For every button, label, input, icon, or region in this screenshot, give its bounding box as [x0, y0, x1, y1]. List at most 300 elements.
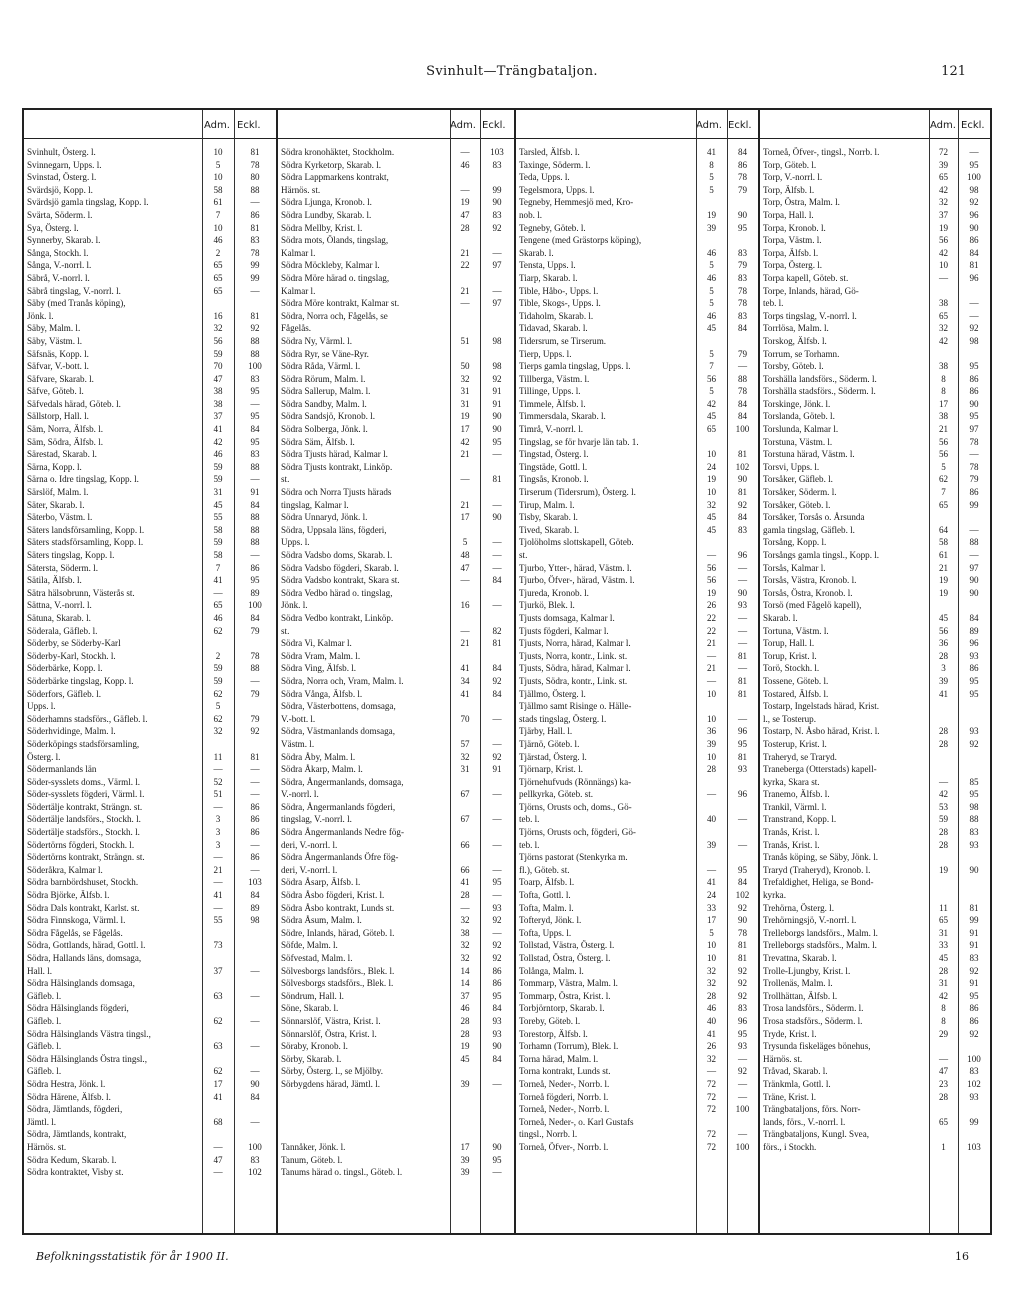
table-row — [24, 914, 276, 927]
eckl-number: 80 — [250, 172, 260, 183]
place-name: Torps tingslag, V.-norrl. l. — [763, 310, 857, 321]
table-row — [760, 738, 990, 751]
adm-number: 10 — [213, 222, 223, 233]
place-name: Södra Vadsbo fögderi, Skarab. l. — [281, 562, 399, 573]
eckl-number: 81 — [737, 688, 748, 699]
place-name: Svärta, Söderm. l. — [27, 209, 93, 220]
place-name: pellkyrka, Göteb. st. — [519, 789, 593, 800]
adm-number: 31 — [213, 487, 223, 498]
table-row — [24, 864, 276, 877]
eckl-number: 92 — [492, 675, 502, 686]
place-name: Sölvesborgs landsförs., Blek. l. — [281, 965, 395, 976]
table-row — [24, 952, 276, 965]
place-name: Torpa, Hall. l. — [763, 209, 814, 220]
table-row — [278, 1040, 514, 1053]
adm-number: 59 — [213, 537, 223, 548]
place-name: Timmele, Älfsb. l. — [519, 398, 586, 409]
adm-number: 42 — [938, 247, 949, 258]
table-row — [760, 662, 990, 675]
eckl-number: 97 — [969, 424, 979, 435]
table-row — [516, 599, 758, 612]
place-name: Södra Björke, Älfsb. l. — [27, 890, 110, 901]
place-name: Svinhult, Österg. l. — [27, 147, 96, 157]
eckl-number: 83 — [737, 1003, 748, 1014]
eckl-number: 93 — [969, 1091, 979, 1102]
adm-number: 5 — [709, 260, 714, 271]
table-row — [760, 851, 990, 864]
place-name: Södra kontraktet, Visby st. — [27, 1167, 124, 1178]
eckl-number: 83 — [737, 310, 748, 321]
eckl-number: 84 — [492, 1003, 502, 1014]
place-name: Säterbo, Västm. l. — [27, 512, 93, 523]
adm-number: 59 — [213, 348, 223, 359]
adm-number: 10 — [213, 147, 223, 157]
table-column-1 — [24, 110, 276, 1233]
place-name: Tjällmo, Österg. l. — [519, 688, 586, 699]
table-row — [278, 184, 514, 197]
table-row — [760, 650, 990, 663]
eckl-number: 90 — [969, 398, 979, 409]
adm-header: Adm. — [204, 120, 230, 131]
place-name: Torsång, Kopp. l. — [763, 537, 827, 548]
place-name: Torskog, Älfsb. l. — [763, 335, 827, 346]
table-row — [24, 738, 276, 751]
place-name: V.-bott. l. — [281, 713, 316, 724]
column-header — [278, 110, 514, 139]
place-name: Tommarp, Östra, Krist. l. — [519, 990, 611, 1001]
table-row — [760, 939, 990, 952]
place-name: Härnös. st. — [27, 1141, 67, 1152]
adm-number: 32 — [460, 915, 470, 926]
column-rows — [760, 146, 990, 1154]
place-name: Södra Åsum, Malm. l. — [281, 915, 362, 926]
place-name: Säm, Södra, Älfsb. l. — [27, 436, 104, 447]
table-row — [278, 851, 514, 864]
place-name: Toarp, Älfsb. l. — [519, 877, 575, 888]
table-row — [24, 222, 276, 235]
table-row — [278, 499, 514, 512]
table-row — [24, 511, 276, 524]
table-row — [24, 423, 276, 436]
eckl-number: — — [250, 789, 260, 800]
table-row — [24, 461, 276, 474]
table-row — [278, 826, 514, 839]
place-name: Tegneby, Hemmesjö med, Kro- — [519, 197, 634, 208]
page-number: 121 — [941, 64, 966, 79]
place-name: Torneå, Öfver-, Norrb. l. — [519, 1141, 609, 1152]
table-row — [278, 914, 514, 927]
adm-number: — — [706, 789, 717, 800]
place-name: Tjörnehufvuds (Rönnängs) ka- — [519, 776, 632, 787]
adm-number: 41 — [706, 877, 717, 888]
eckl-number: 96 — [969, 638, 979, 649]
place-name: Tjusts, Norra, härad, Kalmar l. — [519, 638, 631, 649]
place-name: Tengene (med Grästorps köping), — [519, 235, 642, 246]
place-name: Södra Vram, Malm. l. — [281, 650, 361, 661]
table-row — [24, 562, 276, 575]
table-row — [516, 700, 758, 713]
place-name: Säfvar, V.-bott. l. — [27, 361, 89, 372]
adm-number: 46 — [706, 247, 717, 258]
place-name: Södra Åsarp, Älfsb. l. — [281, 877, 361, 888]
eckl-number: 96 — [969, 209, 979, 220]
eckl-number: 86 — [969, 1015, 979, 1026]
table-row — [516, 398, 758, 411]
place-name: Södra Härene, Älfsb. l. — [27, 1091, 111, 1102]
place-name: fl.), Göteb. st. — [519, 864, 570, 875]
table-row — [278, 675, 514, 688]
adm-number: 24 — [706, 890, 717, 901]
adm-number: — — [213, 1141, 223, 1152]
adm-number: 31 — [938, 927, 949, 938]
place-name: Tjusts fögderi, Kalmar l. — [519, 625, 609, 636]
table-row — [278, 436, 514, 449]
place-name: Säter, Skarab. l. — [27, 499, 85, 510]
place-name: Södra Åby, Malm. l. — [281, 751, 356, 762]
place-name: stads tingslag, Österg. l. — [519, 713, 607, 724]
adm-number: 45 — [213, 499, 223, 510]
place-name: Sya, Österg. l. — [27, 222, 79, 233]
place-name: Sättna, V.-norrl. l. — [27, 600, 92, 611]
table-row — [278, 574, 514, 587]
eckl-number: — — [737, 1129, 748, 1140]
table-row — [24, 889, 276, 902]
table-row — [516, 612, 758, 625]
place-name: Torö, Stockh. l. — [763, 663, 820, 674]
adm-number: 19 — [938, 222, 949, 233]
table-row — [516, 952, 758, 965]
table-row — [278, 1141, 514, 1154]
table-row — [516, 713, 758, 726]
adm-number: 14 — [460, 978, 470, 989]
place-name: Torsåker, Göteb. l. — [763, 499, 831, 510]
table-row — [516, 1141, 758, 1154]
table-row — [278, 1028, 514, 1041]
table-row — [278, 776, 514, 789]
table-row — [516, 788, 758, 801]
table-row — [278, 1103, 514, 1116]
place-name: Södre, Inlands, härad, Göteb. l. — [281, 927, 395, 938]
table-row — [760, 713, 990, 726]
table-row — [24, 612, 276, 625]
place-name: Sällstorp, Hall. l. — [27, 411, 89, 422]
table-row — [760, 297, 990, 310]
eckl-number: 90 — [737, 209, 748, 220]
table-row — [24, 297, 276, 310]
adm-number: 56 — [938, 625, 949, 636]
place-name: Torpa, Västm. l. — [763, 235, 822, 246]
adm-number: 62 — [213, 1015, 223, 1026]
eckl-number: 86 — [969, 663, 979, 674]
adm-number: 19 — [460, 197, 470, 208]
place-name: Tjällmo samt Risinge o. Hälle- — [519, 701, 632, 712]
table-row — [760, 524, 990, 537]
place-name: Tillinge, Upps. l. — [519, 386, 581, 397]
page-footer — [0, 1250, 1024, 1270]
place-name: Skarab. l. — [519, 247, 554, 258]
eckl-number: 99 — [250, 260, 260, 271]
eckl-header: Eckl. — [482, 120, 506, 131]
eckl-number: 88 — [250, 348, 260, 359]
place-name: Säfvare, Skarab. l. — [27, 373, 94, 384]
adm-number: 10 — [706, 688, 717, 699]
eckl-number: 100 — [967, 1053, 981, 1064]
place-name: Tråvad, Skarab. l. — [763, 1066, 828, 1077]
table-row — [24, 675, 276, 688]
adm-number: 45 — [706, 323, 717, 334]
eckl-number: 81 — [250, 751, 260, 762]
place-name: Tierps gamla tingslag, Upps. l. — [519, 361, 631, 372]
table-row — [760, 688, 990, 701]
adm-number: 41 — [938, 688, 949, 699]
eckl-number: — — [492, 499, 502, 510]
table-row — [760, 423, 990, 436]
table-row — [516, 977, 758, 990]
eckl-number: 79 — [969, 474, 979, 485]
place-name: Tidaholm, Skarab. l. — [519, 310, 594, 321]
place-name: Torneå, Neder-, o. Karl Gustafs — [519, 1116, 634, 1127]
adm-number: 32 — [460, 940, 470, 951]
eckl-number: 84 — [250, 890, 260, 901]
table-row — [516, 1053, 758, 1066]
adm-number: 39 — [938, 675, 949, 686]
place-name: Sönnarslöf, Östra, Krist. l. — [281, 1028, 377, 1039]
place-name: Tolånga, Malm. l. — [519, 965, 584, 976]
adm-number: 17 — [460, 512, 470, 523]
eckl-number: 79 — [250, 625, 260, 636]
place-name: kyrka, Skara st. — [763, 776, 820, 787]
table-row — [516, 285, 758, 298]
adm-number: 28 — [938, 738, 949, 749]
eckl-number: 95 — [969, 789, 979, 800]
adm-number: 32 — [213, 323, 223, 334]
table-row — [516, 1078, 758, 1091]
table-row — [760, 927, 990, 940]
eckl-number: 88 — [969, 537, 979, 548]
adm-number: 28 — [938, 650, 949, 661]
place-name: Tensta, Upps. l. — [519, 260, 576, 271]
eckl-number: 81 — [737, 650, 748, 661]
adm-number: 61 — [938, 550, 949, 560]
eckl-number: 97 — [492, 260, 502, 271]
adm-number: 16 — [213, 310, 223, 321]
adm-number: 17 — [213, 1078, 223, 1089]
eckl-number: 84 — [737, 877, 748, 888]
table-row — [24, 1078, 276, 1091]
table-row — [760, 587, 990, 600]
adm-number: 58 — [938, 537, 949, 548]
adm-number: 45 — [938, 612, 949, 623]
adm-number: 5 — [215, 701, 221, 712]
adm-number: 56 — [706, 575, 717, 586]
adm-number: 22 — [706, 625, 717, 636]
eckl-number: — — [492, 713, 502, 724]
adm-number: 65 — [938, 1116, 949, 1127]
table-row — [278, 322, 514, 335]
adm-number: — — [460, 902, 470, 913]
footer-source: Befolkningsstatistik för år 1900 II. — [36, 1250, 229, 1263]
adm-number: 65 — [213, 285, 223, 296]
place-name: Torp, Östra, Malm. l. — [763, 197, 840, 208]
eckl-number: 90 — [492, 1041, 502, 1052]
place-name: Sätuna, Skarab. l. — [27, 612, 91, 623]
eckl-number: 83 — [492, 159, 502, 170]
eckl-number: 88 — [250, 512, 260, 523]
place-name: Gäfleb. l. — [27, 990, 62, 1001]
adm-number: 5 — [709, 285, 714, 296]
table-row — [516, 625, 758, 638]
place-name: deri, V.-norrl. l. — [281, 864, 338, 875]
place-name: Sörby, Skarab. l. — [281, 1053, 342, 1064]
table-row — [24, 927, 276, 940]
adm-number: 31 — [460, 386, 470, 397]
adm-header: Adm. — [450, 120, 476, 131]
eckl-number: 81 — [250, 147, 260, 157]
eckl-number: 93 — [737, 764, 748, 775]
eckl-number: 100 — [248, 1141, 262, 1152]
adm-number: — — [213, 587, 223, 598]
adm-number: 67 — [460, 814, 470, 825]
eckl-number: — — [737, 625, 748, 636]
eckl-number: 81 — [737, 487, 748, 498]
table-row — [278, 927, 514, 940]
eckl-number: 83 — [250, 449, 260, 460]
adm-number: 24 — [706, 461, 717, 472]
table-row — [24, 851, 276, 864]
place-name: Gäfleb. l. — [27, 1041, 62, 1052]
table-row — [278, 511, 514, 524]
place-name: Södra Hestra, Jönk. l. — [27, 1078, 106, 1089]
table-row — [278, 247, 514, 260]
eckl-number: 92 — [250, 323, 260, 334]
adm-number: 5 — [709, 298, 714, 309]
place-name: Södertälje stadsförs., Stockh. l. — [27, 827, 140, 838]
table-row — [24, 990, 276, 1003]
table-row — [24, 410, 276, 423]
place-name: Synnerby, Skarab. l. — [27, 235, 101, 246]
place-name: Torna härad, Malm. l. — [519, 1053, 599, 1064]
adm-number: — — [706, 864, 717, 875]
table-row — [516, 562, 758, 575]
eckl-number: 92 — [250, 726, 260, 737]
place-name: Södermanlands län — [27, 764, 97, 775]
adm-number: 41 — [213, 1091, 223, 1102]
adm-number: 32 — [938, 197, 949, 208]
eckl-number: 102 — [248, 1167, 262, 1178]
place-name: Tible, Håbo-, Upps. l. — [519, 285, 599, 296]
place-name: Tjusts, Norra, kontr., Link. st. — [519, 650, 628, 661]
running-title: Svinhult—Trängbataljon. — [426, 64, 598, 79]
place-name: Trelleborgs landsförs., Malm. l. — [763, 927, 878, 938]
table-row — [278, 713, 514, 726]
adm-number: 28 — [460, 1028, 470, 1039]
adm-number: 41 — [213, 890, 223, 901]
place-name: Torsåker, Torsås o. Årsunda — [763, 512, 865, 523]
adm-number: 34 — [460, 675, 470, 686]
table-row — [24, 1002, 276, 1015]
place-name: Tjörns, Orusts och, fögderi, Gö- — [519, 827, 636, 838]
table-row — [760, 574, 990, 587]
eckl-number: 91 — [969, 940, 979, 951]
adm-number: 17 — [460, 1141, 470, 1152]
adm-number: 56 — [938, 436, 949, 447]
table-row — [516, 222, 758, 235]
eckl-number: — — [492, 789, 502, 800]
adm-number: — — [213, 1167, 223, 1178]
table-row — [516, 423, 758, 436]
table-row — [24, 700, 276, 713]
table-row — [760, 360, 990, 373]
table-row — [278, 360, 514, 373]
table-row — [516, 650, 758, 663]
eckl-number: 81 — [737, 751, 748, 762]
table-row — [760, 499, 990, 512]
table-row — [24, 1053, 276, 1066]
table-row — [760, 637, 990, 650]
table-row — [516, 637, 758, 650]
table-row — [24, 839, 276, 852]
place-name: Tanum, Göteb. l. — [281, 1154, 343, 1165]
place-name: Sånga, V.-norrl. l. — [27, 260, 92, 271]
table-row — [278, 1065, 514, 1078]
place-name: Tingsås, Kronob. l. — [519, 474, 589, 485]
place-name: Torrlösa, Malm. l. — [763, 323, 829, 334]
eckl-number: 90 — [492, 512, 502, 523]
adm-number: 32 — [706, 499, 717, 510]
place-name: Tommarp, Västra, Malm. l. — [519, 978, 618, 989]
place-name: Trehörningsjö, V.-norrl. l. — [763, 915, 857, 926]
eckl-number: 100 — [735, 424, 750, 435]
eckl-number: 92 — [492, 751, 502, 762]
eckl-number: — — [492, 1167, 502, 1178]
table-row — [516, 965, 758, 978]
table-row — [278, 448, 514, 461]
eckl-number: 98 — [969, 801, 979, 812]
footer-signature: 16 — [955, 1250, 969, 1263]
place-name: kyrka. — [763, 890, 786, 901]
place-name: Södra, Ångermanlands, domsaga, — [281, 776, 404, 787]
table-row — [24, 650, 276, 663]
place-name: Trelleborgs stadsförs., Malm. l. — [763, 940, 877, 951]
table-row — [516, 486, 758, 499]
table-row — [760, 562, 990, 575]
adm-number: 38 — [213, 386, 223, 397]
table-row — [24, 272, 276, 285]
adm-number: 40 — [706, 1015, 717, 1026]
adm-number: 41 — [213, 424, 223, 435]
place-name: Södra Tjusts kontrakt, Linköp. — [281, 461, 393, 472]
place-name: Transtrand, Kopp. l. — [763, 814, 837, 825]
adm-number: 10 — [938, 260, 949, 271]
eckl-number: 95 — [969, 675, 979, 686]
adm-number: 32 — [938, 323, 949, 334]
eckl-number: 99 — [969, 499, 979, 510]
eckl-number: 86 — [250, 814, 260, 825]
place-name: Trosa landsförs., Söderm. l. — [763, 1003, 864, 1014]
table-row — [278, 473, 514, 486]
adm-number: — — [706, 1066, 717, 1077]
adm-number: 32 — [460, 751, 470, 762]
eckl-number: 95 — [969, 990, 979, 1001]
eckl-number: 85 — [969, 776, 979, 787]
eckl-number: 95 — [492, 877, 502, 888]
column-rows — [24, 146, 276, 1179]
table-row — [278, 902, 514, 915]
table-row — [760, 335, 990, 348]
place-name: Torp, Älfsb. l. — [763, 184, 815, 195]
place-name: Torslunda, Kalmar l. — [763, 424, 839, 435]
table-row — [760, 385, 990, 398]
